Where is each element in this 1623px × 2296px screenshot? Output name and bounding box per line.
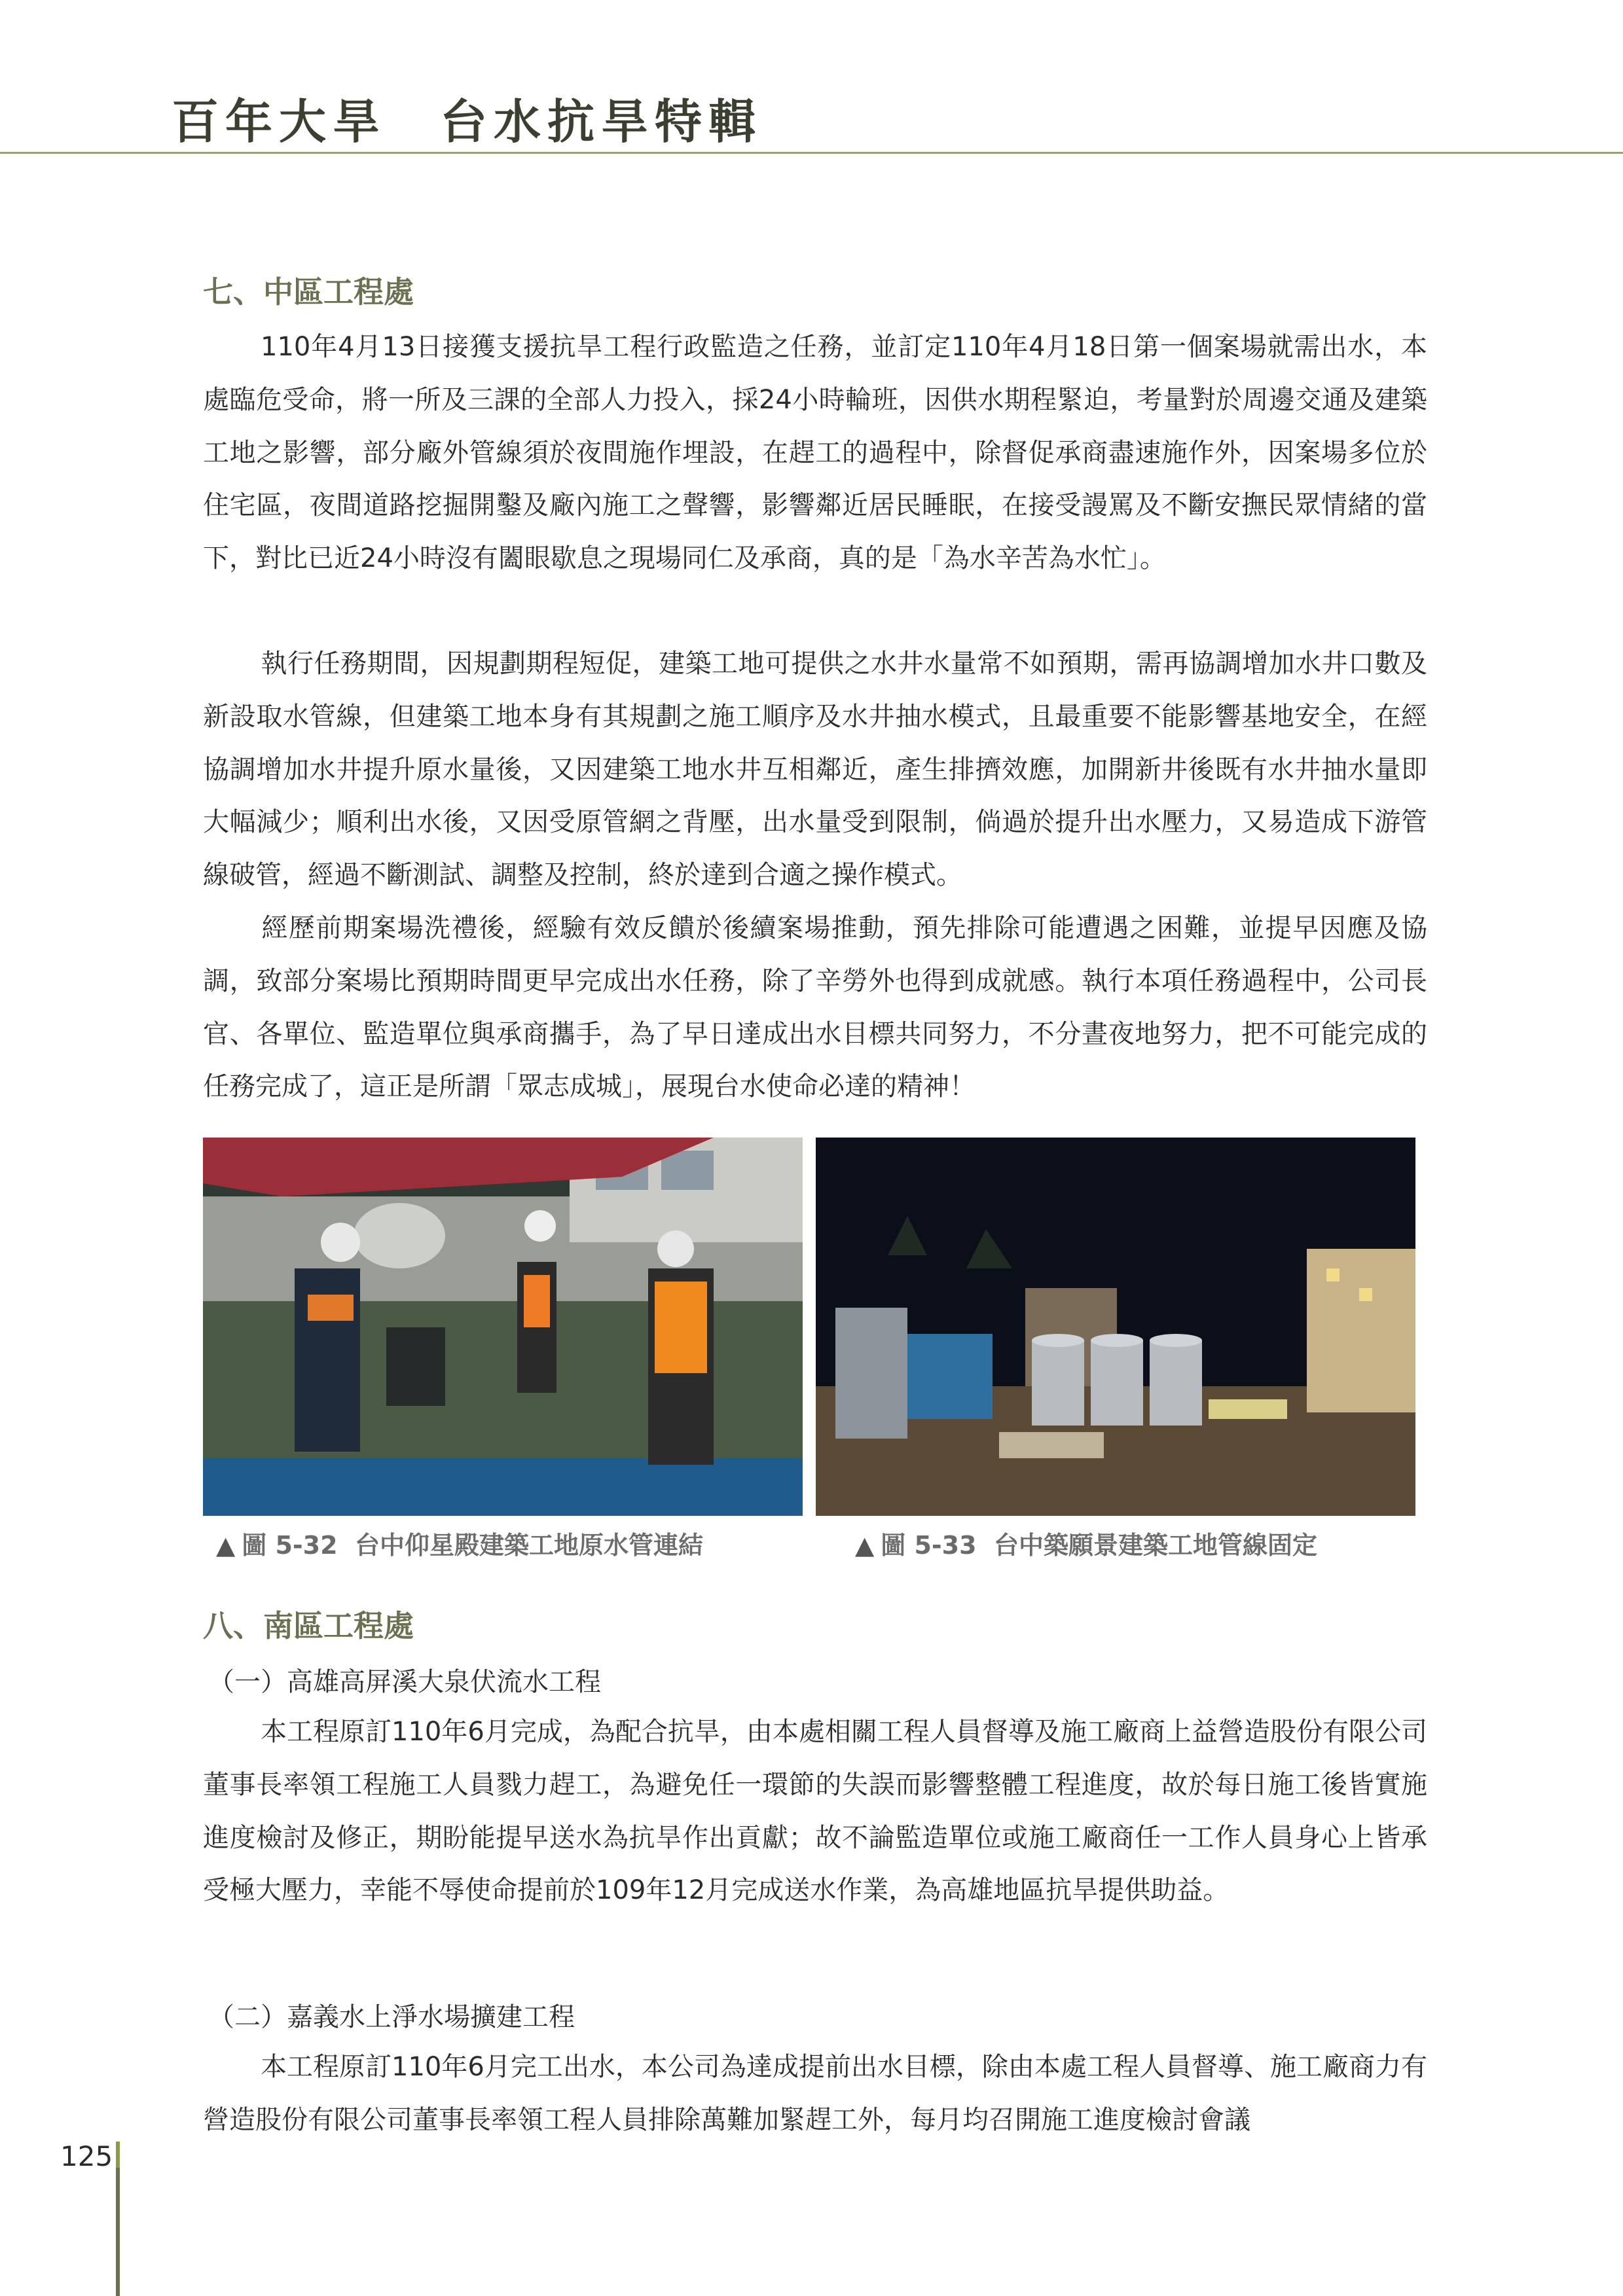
photo-site-pipeline-fixing [816, 1138, 1415, 1516]
subsection-heading: （二）嘉義水上淨水場擴建工程 [208, 2002, 575, 2032]
paragraph-text: 本工程原訂110年6月完工出水，本公司為達成提前出水目標，除由本處工程人員督導、施工廠商力有營造股份有限公司董事長率領工程人員排除萬難加緊趕工外，每月均召開施工進度檢討會議 [203, 2052, 1427, 2135]
paragraph [203, 321, 1427, 585]
figure-number: 圖 5-32 [242, 1531, 338, 1560]
section-heading-central: 七、中區工程處 [203, 274, 414, 310]
running-header-title: 百年大旱 台水抗旱特輯 [172, 94, 763, 149]
triangle-marker-icon: ▲ [855, 1531, 875, 1560]
triangle-marker-icon: ▲ [216, 1531, 236, 1560]
paragraph-text: 110年4月13日接獲支援抗旱工程行政監造之任務，並訂定110年4月18日第一個案場就需出水，本處臨危受命，將一所及三課的全部人力投入，採24小時輪班，因供水期程緊迫，考量對於周邊交通及建築工地之影響，部分廠外管線須於夜間施作埋設，在趕工的過程中，除督促承商盡速施作外，因案場多位於住宅區，夜間道路挖掘開鑿及廠內施工之聲響，影響鄰近居民睡眠，在接受謾罵及不斷安撫民眾情緒的當下，對比已近24小時沒有闔眼歇息之現場同仁及承商，真的是「為水辛苦為水忙」。 [203, 332, 1427, 574]
paragraph [203, 637, 1427, 902]
figure-caption [855, 1525, 1317, 1561]
figure-caption [216, 1525, 703, 1561]
subsection-heading: （一）高雄高屏溪大泉伏流水工程 [208, 1667, 601, 1697]
page-number: 125 [60, 2140, 113, 2172]
figure-caption-text: 台中仰星殿建築工地原水管連結 [355, 1531, 704, 1560]
section-heading-southern: 八、南區工程處 [203, 1608, 414, 1643]
page-margin-tick [116, 2142, 120, 2168]
paragraph-text: 執行任務期間，因規劃期程短促，建築工地可提供之水井水量常不如預期，需再協調增加水井口數及新設取水管線，但建築工地本身有其規劃之施工順序及水井抽水模式，且最重要不能影響基地安全，在經協調增加水井提升原水量後，又因建築工地水井互相鄰近，產生排擠效應，加開新井後既有水井抽水量即大幅減少；順利出水後，又因受原管網之背壓，出水量受到限制，倘過於提升出水壓力，又易造成下游管線破管，經過不斷測試、調整及控制，終於達到合適之操作模式。 [203, 649, 1427, 891]
header-rule [0, 152, 1623, 154]
figure-caption-text: 台中築願景建築工地管線固定 [994, 1531, 1318, 1560]
paragraph [203, 2041, 1427, 2147]
figure-number: 圖 5-33 [881, 1531, 977, 1560]
paragraph [203, 1706, 1427, 1917]
photo-raw-water-pipe-connection [203, 1138, 803, 1516]
paragraph-text: 經歷前期案場洗禮後，經驗有效反饋於後續案場推動，預先排除可能遭遇之困難，並提早因應及協調，致部分案場比預期時間更早完成出水任務，除了辛勞外也得到成就感。執行本項任務過程中，公司長官、各單位、監造單位與承商攜手，為了早日達成出水目標共同努力，不分晝夜地努力，把不可能完成的任務完成了，這正是所謂「眾志成城」，展現台水使命必達的精神！ [203, 913, 1427, 1102]
paragraph-text: 本工程原訂110年6月完成，為配合抗旱，由本處相關工程人員督導及施工廠商上益營造股份有限公司董事長率領工程施工人員戮力趕工，為避免任一環節的失誤而影響整體工程進度，故於每日施工後皆實施進度檢討及修正，期盼能提早送水為抗旱作出貢獻；故不論監造單位或施工廠商任一工作人員身心上皆承受極大壓力，幸能不辱使命提前於109年12月完成送水作業，為高雄地區抗旱提供助益。 [203, 1717, 1427, 1906]
paragraph [203, 902, 1427, 1113]
